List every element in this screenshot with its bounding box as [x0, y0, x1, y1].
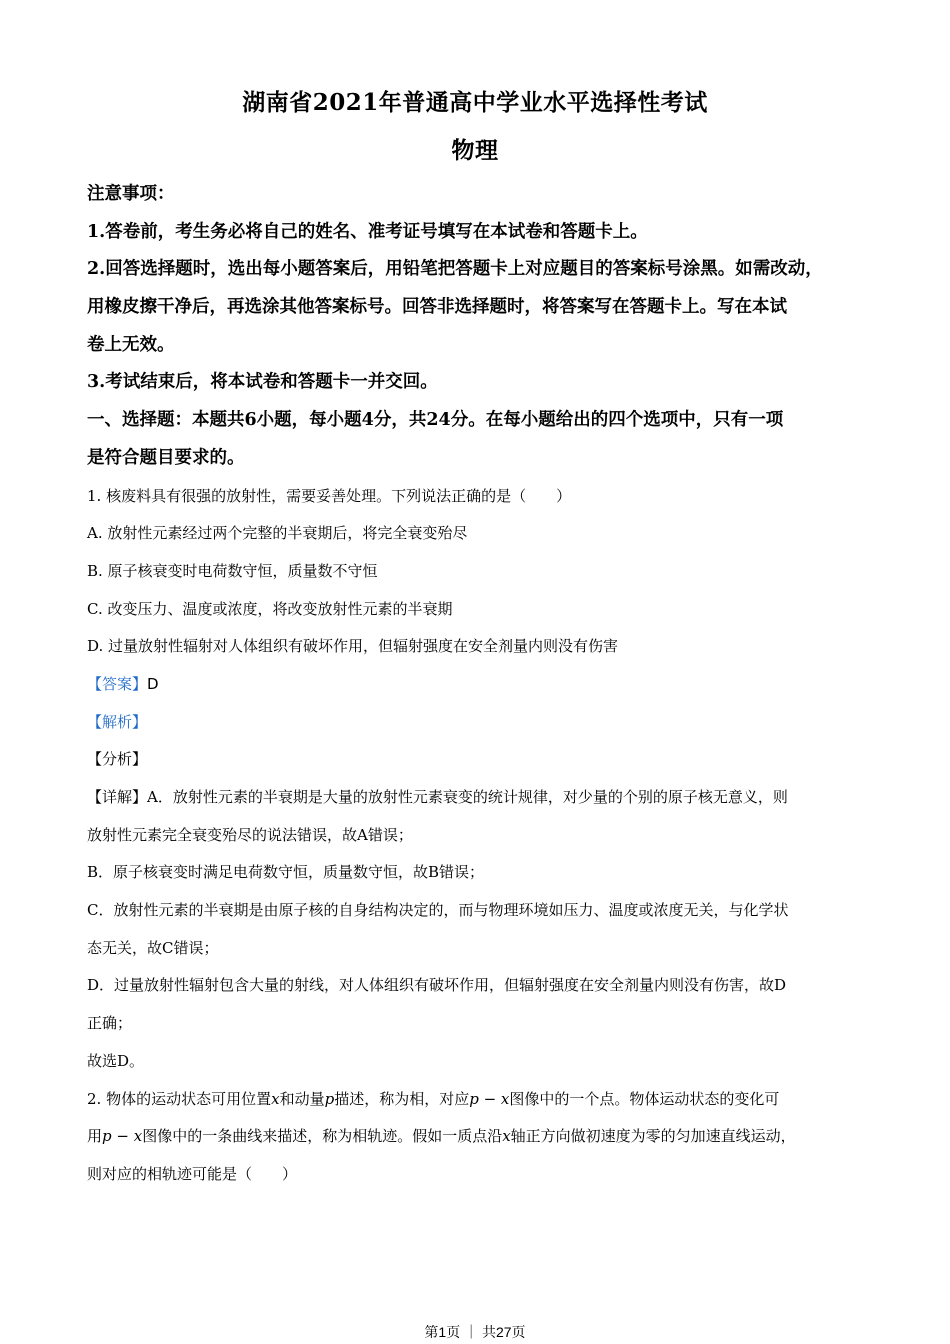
- notice-heading: 注意事项：: [87, 184, 175, 204]
- answer-label: 【答案】: [87, 674, 148, 693]
- section-heading-line-1: 一、选择题：本题共6小题，每小题4分，共24分。在每小题给出的四个选项中，只有一项: [87, 410, 784, 431]
- detail-line-2: 放射性元素完全衰变殆尽的说法错误，故A错误；: [87, 825, 413, 844]
- q2-text: 图像中的一个点。物体运动状态的变化可: [509, 1089, 780, 1108]
- q2-text: 和动量: [279, 1089, 325, 1108]
- notice-item-2-line-3: 卷上无效。: [87, 334, 175, 355]
- detail-line-5: 态无关，故C错误；: [87, 938, 219, 957]
- notice-item-3: 3.考试结束后，将本试卷和答题卡一并交回。: [87, 372, 438, 393]
- analysis-label: 【解析】: [87, 712, 148, 731]
- variable-x: x: [271, 1089, 280, 1108]
- q2-text: 图像中的一条曲线来描述，称为相轨迹。假如一质点沿: [142, 1127, 503, 1146]
- detail-line-3: B．原子核衰变时满足电荷数守恒，质量数守恒，故B错误；: [87, 863, 485, 882]
- p-x-expression: p − x: [469, 1089, 510, 1108]
- q2-text: 描述，称为相，对应: [334, 1089, 470, 1108]
- question-2-line-1: [87, 1081, 867, 1119]
- notice-item-2-line-1: 2.回答选择题时，选出每小题答案后，用铅笔把答题卡上对应题目的答案标号涂黑。如需改动，: [87, 259, 823, 280]
- question-1-option-b: B. 原子核衰变时电荷数守恒，质量数不守恒: [87, 561, 378, 580]
- question-2-line-2: [87, 1118, 867, 1156]
- detail-line-6: D．过量放射性辐射包含大量的射线，对人体组织有破坏作用，但辐射强度在安全剂量内则没有伤害，故D: [87, 976, 787, 995]
- section-heading-line-2: 是符合题目要求的。: [87, 447, 245, 468]
- p-x-expression: p − x: [102, 1127, 143, 1146]
- page-footer: 第1页 ｜ 共27页: [424, 1324, 526, 1340]
- detail-line-4: C．放射性元素的半衰期是由原子核的自身结构决定的，而与物理环境如压力、温度或浓度无关，与化学状: [87, 901, 789, 920]
- detail-line-7: 正确；: [87, 1014, 133, 1033]
- variable-p: p: [324, 1089, 335, 1108]
- answer-value: D: [147, 674, 159, 693]
- question-1-answer: [87, 666, 867, 704]
- variable-x: x: [502, 1127, 511, 1146]
- fenxi-label: 【分析】: [87, 750, 148, 769]
- question-1-stem: 1. 核废料具有很强的放射性，需要妥善处理。下列说法正确的是（ ）: [87, 486, 572, 505]
- q2-text: 2. 物体的运动状态可用位置: [87, 1089, 272, 1108]
- detail-line-1: 【详解】A．放射性元素的半衰期是大量的放射性元素衰变的统计规律，对少量的个别的原子核无意义，则: [87, 788, 788, 806]
- exam-title: 湖南省2021年普通高中学业水平选择性考试: [242, 89, 708, 116]
- question-1-option-c: C. 改变压力、温度或浓度，将改变放射性元素的半衰期: [87, 599, 453, 618]
- q2-text: 用: [87, 1127, 103, 1146]
- document-body: [87, 176, 867, 1194]
- exam-subject: 物理: [451, 137, 499, 164]
- q2-text: 轴正方向做初速度为零的匀加速直线运动，: [510, 1127, 796, 1146]
- notice-item-2-line-2: 用橡皮擦干净后，再选涂其他答案标号。回答非选择题时，将答案写在答题卡上。写在本试: [87, 297, 787, 318]
- question-1-option-a: A. 放射性元素经过两个完整的半衰期后，将完全衰变殆尽: [87, 524, 468, 543]
- question-1-option-d: D. 过量放射性辐射对人体组织有破坏作用，但辐射强度在安全剂量内则没有伤害: [87, 637, 619, 656]
- question-1-conclusion: 故选D。: [87, 1051, 145, 1070]
- notice-item-1: 1.答卷前，考生务必将自己的姓名、准考证号填写在本试卷和答题卡上。: [87, 221, 648, 242]
- question-2-line-3: 则对应的相轨迹可能是（ ）: [87, 1164, 298, 1183]
